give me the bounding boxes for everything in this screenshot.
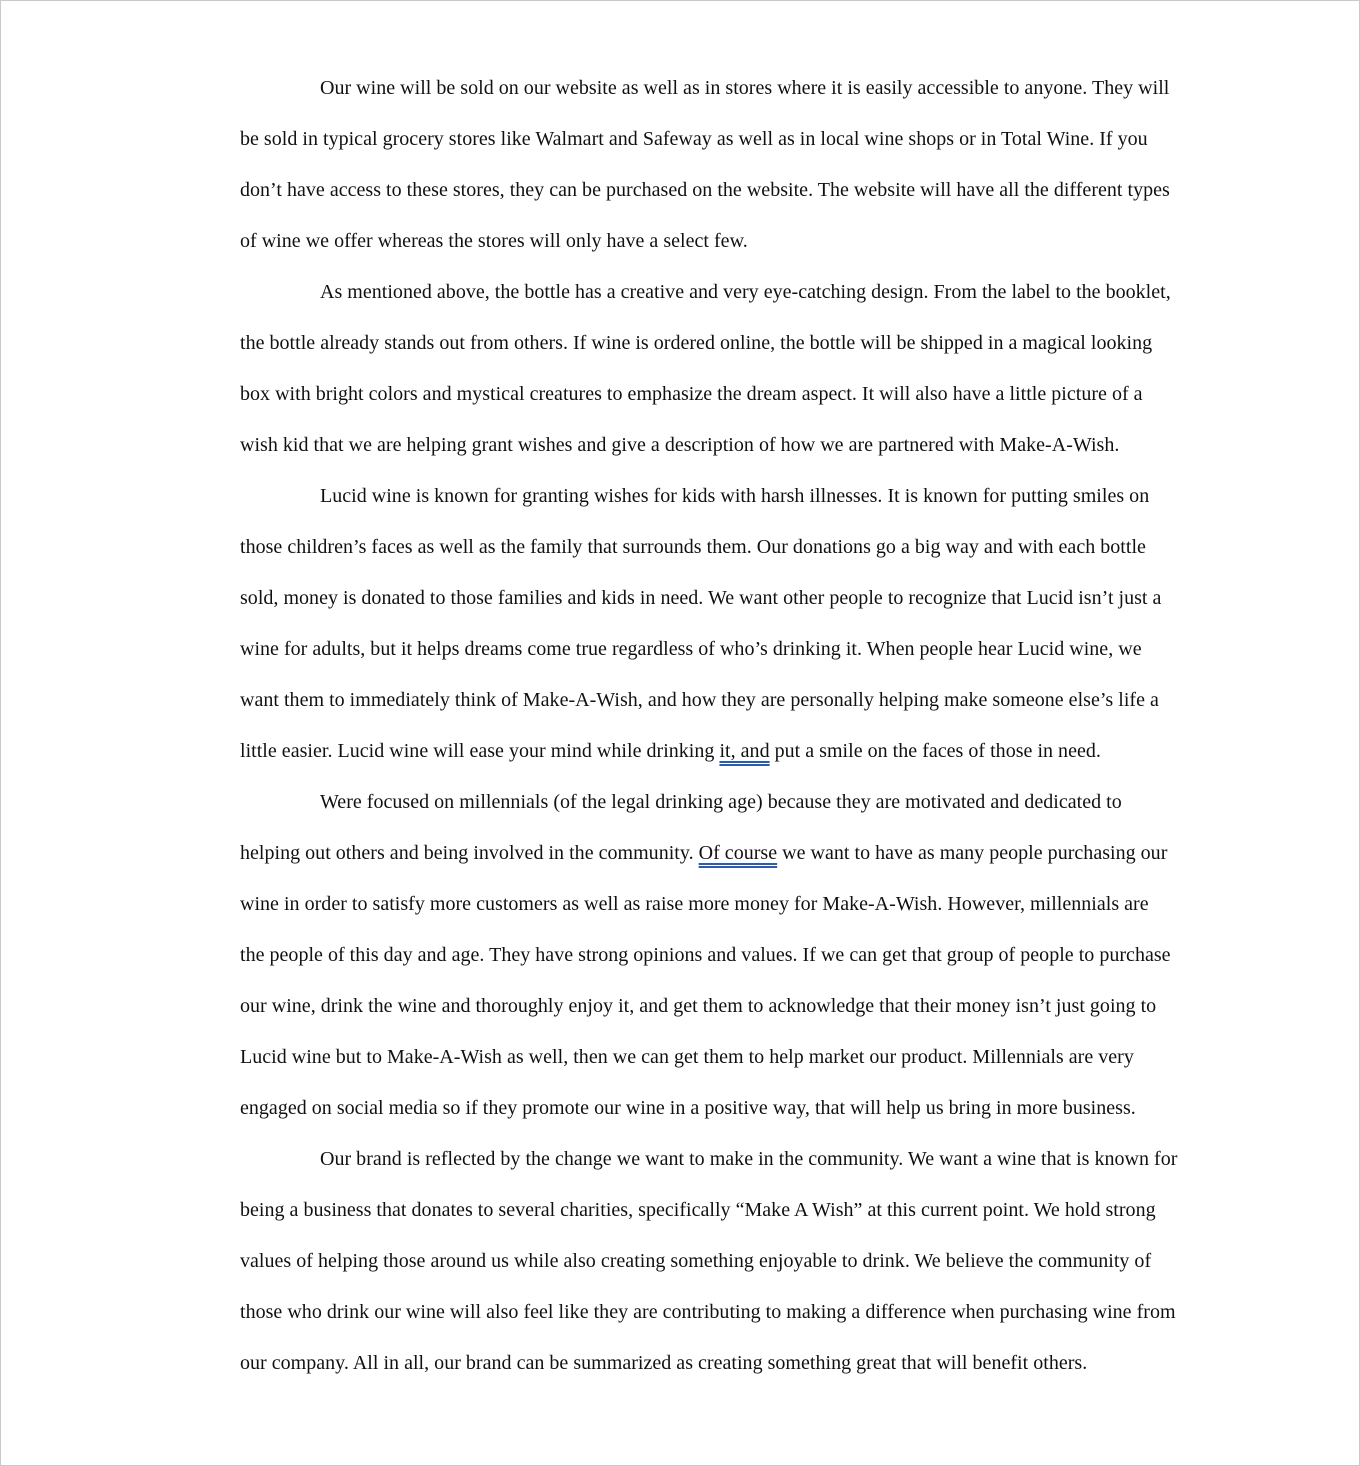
grammar-suggestion[interactable]: Of course (698, 842, 778, 864)
text-line: those children’s faces as well as the family that surrounds them. Our donations go a big way and with each bottle (240, 536, 1146, 558)
text-line: wine for adults, but it helps dreams come true regardless of who’s drinking it. When people hear Lucid wine, we (240, 638, 1142, 660)
text-line: the people of this day and age. They have strong opinions and values. If we can get that group of people to purchase (240, 944, 1171, 966)
text-line: our wine, drink the wine and thoroughly enjoy it, and get them to acknowledge that their money isn’t just going to (240, 995, 1157, 1017)
text-run: put a smile on the faces of those in need. (769, 740, 1101, 762)
paragraph-packaging (160, 267, 1200, 471)
text-line: sold, money is donated to those families and kids in need. We want other people to recognize that Lucid isn’t just a (240, 587, 1162, 609)
text-line: be sold in typical grocery stores like Walmart and Safeway as well as in local wine shops or in Total Wine. If you (240, 128, 1148, 150)
text-line (160, 726, 1200, 777)
grammar-suggestion[interactable]: it, and (719, 740, 770, 762)
text-line: want them to immediately think of Make-A-Wish, and how they are personally helping make someone else’s life a (240, 689, 1159, 711)
text-line: engaged on social media so if they promote our wine in a positive way, that will help us bring in more business. (240, 1097, 1136, 1119)
text-line: the bottle already stands out from others. If wine is ordered online, the bottle will be shipped in a magical looking (240, 332, 1153, 354)
text-line (160, 828, 1200, 879)
text-line: don’t have access to these stores, they can be purchased on the website. The website will have all the different types (240, 179, 1170, 201)
text-line: our company. All in all, our brand can be summarized as creating something great that will benefit others. (240, 1352, 1088, 1374)
text-line: Our wine will be sold on our website as well as in stores where it is easily accessible to anyone. They will (320, 77, 1170, 99)
text-line: As mentioned above, the bottle has a creative and very eye-catching design. From the label to the booklet, (320, 281, 1171, 303)
text-line: of wine we offer whereas the stores will only have a select few. (240, 230, 748, 252)
paragraph-audience (160, 777, 1200, 1134)
document-body[interactable] (160, 63, 1200, 1389)
text-run: little easier. Lucid wine will ease your mind while drinking (240, 740, 720, 762)
text-line: box with bright colors and mystical creatures to emphasize the dream aspect. It will also have a little picture of a (240, 383, 1143, 405)
text-line: Were focused on millennials (of the legal drinking age) because they are motivated and dedicated to (320, 791, 1122, 813)
text-line: Our brand is reflected by the change we want to make in the community. We want a wine that is known for (320, 1148, 1178, 1170)
text-line: being a business that donates to several charities, specifically “Make A Wish” at this current point. We hold strong (240, 1199, 1156, 1221)
paragraph-distribution (160, 63, 1200, 267)
text-run: helping out others and being involved in the community. (240, 842, 699, 864)
text-run: we want to have as many people purchasing our (777, 842, 1168, 864)
text-line: those who drink our wine will also feel like they are contributing to making a difference when purchasing wine from (240, 1301, 1176, 1323)
text-line: wish kid that we are helping grant wishes and give a description of how we are partnered with Make-A-Wish. (240, 434, 1120, 456)
paragraph-mission (160, 471, 1200, 777)
paragraph-brand (160, 1134, 1200, 1389)
text-line: Lucid wine is known for granting wishes for kids with harsh illnesses. It is known for putting smiles on (320, 485, 1150, 507)
text-line: Lucid wine but to Make-A-Wish as well, then we can get them to help market our product. Millennials are very (240, 1046, 1134, 1068)
text-line: values of helping those around us while also creating something enjoyable to drink. We believe the community of (240, 1250, 1152, 1272)
text-line: wine in order to satisfy more customers as well as raise more money for Make-A-Wish. However, millennials are (240, 893, 1149, 915)
